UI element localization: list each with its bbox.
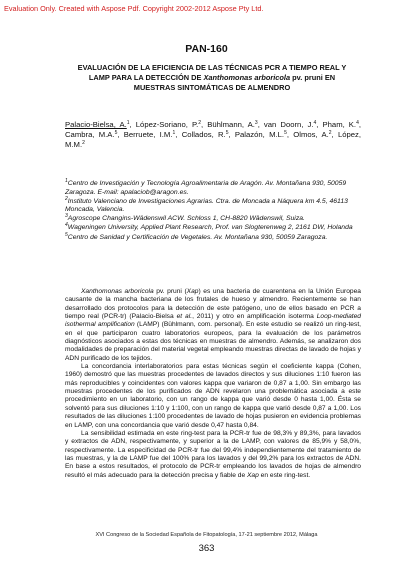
- species-italic: Xanthomonas arboricola: [81, 288, 154, 295]
- author-separator: ,: [129, 120, 136, 129]
- affiliation-item: [65, 180, 363, 197]
- author-affil-number: 5: [284, 130, 287, 137]
- affiliation-number: 4: [65, 222, 68, 229]
- author-separator: ,: [316, 120, 323, 129]
- author-name: Collados, R.: [181, 130, 226, 140]
- author-name: Berruete, I.M.: [123, 130, 173, 140]
- author-affil-number: 1: [126, 120, 130, 126]
- author-name: Pham, K.: [322, 120, 357, 129]
- technique-italic: Loop-mediated isothermal amplification: [65, 313, 361, 329]
- author-affil-number: 5: [225, 130, 229, 137]
- paragraph-text: , 2011) y otro en amplificación isoterma: [192, 313, 317, 321]
- species-abbrev-italic: Xap: [247, 471, 259, 479]
- author-list: [65, 120, 361, 151]
- author-name: López-Soriano, P.: [135, 120, 199, 129]
- author-name: López, M.M.: [65, 130, 362, 150]
- affiliation-number: 1: [65, 178, 68, 184]
- title-prefix: EVALUACIÓN DE LA EFICIENCIA DE LAS TÉCNICAS PCR A TIEMPO REAL Y LAMP PARA LA DETECCIÓN DE: [77, 63, 347, 83]
- author-affil-number: 2: [198, 120, 202, 126]
- affiliation-number: 3: [65, 213, 68, 220]
- author-affil-number: 1: [172, 130, 176, 137]
- author-affil-number: 3: [254, 120, 258, 126]
- author-separator: ,: [257, 120, 264, 129]
- paragraph-1: [65, 288, 361, 363]
- author-separator: ,: [331, 130, 338, 140]
- author-affil-number: 5: [114, 130, 118, 137]
- et-al-italic: et al.: [176, 313, 193, 321]
- affiliation-item: [65, 231, 363, 243]
- author-separator: ,: [201, 120, 208, 129]
- author-affil-number: 4: [356, 120, 359, 126]
- author-separator: ,: [358, 120, 361, 129]
- congress-footer: XVI Congreso de la Sociedad Española de Fitopatología, 17-21 septiembre 2012, Málaga: [95, 532, 318, 538]
- watermark-text: Evaluation Only. Created with Aspose Pdf. Copyright 2002-2012 Aspose Pty Ltd.: [4, 4, 264, 13]
- affiliation-text: Wageningen University, Applied Plant Research, Prof. van Slogterenweg 2, 2161 DW, Holanda: [67, 224, 353, 232]
- affiliation-text: Centro de Investigación y Tecnología Agroalimentaria de Aragón. Av. Montañana 930, 50059 Zaragoza. E-mail: apalaciob@aragon.es.: [65, 180, 347, 196]
- author-affil-number: 2: [82, 140, 85, 147]
- affiliation-text: Instituto Valenciano de Investigaciones Agrarias. Ctra. de Moncada a Náquera km 4.5, 46113 Moncada, Valencia.: [65, 197, 348, 214]
- author-separator: ,: [286, 130, 294, 140]
- author-name: Palazón, M.L.: [234, 130, 285, 140]
- author-separator: ,: [175, 130, 182, 140]
- author-name: van Doorn, J.: [263, 120, 314, 129]
- paper-title: [74, 63, 350, 94]
- author-affil-number: 2: [328, 130, 332, 137]
- paragraph-text: (LAMP) (Bühlmann, com. personal). En este estudio se realizó un ring-test, en el que participaron cuatro laboratorios europeos, para la evaluación de los parámetros diagnósticos asociados a estas dos técnicas en muestras de almendro. Además, se analizaron dos modalidades de preparación del material vegetal empleando muestras directas de lavado de hojas y ADN purificado de los tejidos.: [65, 321, 362, 362]
- title-suffix: pv. pruni EN MUESTRAS SINTOMÁTICAS DE ALMENDRO: [133, 73, 336, 93]
- author-name: Palacio-Bielsa, A.: [65, 120, 127, 129]
- author-name: Bühlmann, A.: [207, 120, 255, 129]
- affiliation-item: [65, 195, 363, 215]
- affiliation-item: [65, 215, 363, 224]
- author-name: Cambra, M.A.: [65, 130, 115, 140]
- affiliation-text: Centro de Sanidad y Certificación de Vegetales. Av. Montañana 930, 50059 Zaragoza.: [67, 233, 328, 241]
- affiliation-number: 2: [65, 195, 68, 202]
- author-name: Olmos, A.: [293, 130, 329, 140]
- author-separator: ,: [117, 130, 124, 140]
- paragraph-3: [65, 430, 361, 480]
- affiliation-text: Agroscope Changins-Wädenswil ACW. Schloss 1, CH-8820 Wädenswil, Suiza.: [67, 215, 305, 223]
- title-species: Xanthomonas arboricola: [203, 73, 291, 83]
- paper-code: PAN-160: [185, 43, 228, 55]
- paragraph-text: en este ring-test.: [258, 471, 311, 479]
- abstract-body: [65, 288, 361, 480]
- author-separator: ,: [228, 130, 235, 140]
- affiliation-number: 5: [65, 231, 68, 238]
- species-abbrev-italic: Xap: [186, 288, 199, 295]
- paragraph-2: La concordancia interlaboratorios para estas técnicas según el coeficiente kappa (Cohen, 1960) demostró que las muestras procedentes de lavados directos y sus diluciones 1:10 fueron las más reproducibles y coincidentes con valores kappa que variaron de 0,87 a 1,00. Sin embargo las muestras procedentes de los purificados de ADN revelaron una problemática asociada a este procedimiento en un laboratorio, con un rango de kappa que varió desde 0 hasta 1,00. Ésta se solventó para sus diluciones 1:10 y 1:100, con un rango de kappa que varió desde 0,87 a 1,00. Los resultados de las diluciones 1:100 procedentes de lavado de hojas pusieron en evidencia problemas en LAMP, con una concordancia que varió desde 0,47 hasta 0,84.: [65, 363, 361, 429]
- paragraph-text: La sensibilidad estimada en este ring-test para la PCR-tr fue de 98,3% y 89,3%, para lavados y extractos de ADN, respectivamente, y superior a la de LAMP, con valores de 85,9% y 58,0%, respectivamente. La especificidad de PCR-tr fue del 99,4% independientemente del tratamiento de las muestras, y la de LAMP fue del 100% para los lavados y del 99,2% para los extractos de ADN. En base a estos resultados, el protocolo de PCR-tr empleando los lavados de hojas de almendro resultó el más adecuado para la detección precisa y fiable de: [65, 429, 361, 479]
- affiliation-list: [65, 180, 363, 243]
- author-affil-number: 4: [313, 120, 317, 126]
- paragraph-text: pv. pruni (: [153, 288, 187, 295]
- affiliation-item: [65, 224, 363, 233]
- page-number: 363: [198, 543, 215, 554]
- paragraph-text: ) es una bacteria de cuarentena en la Unión Europea causante de la mancha bacteriana de los frutales de hueso y almendro. Recientemente se han desarrollado dos protocolos para la detección de este patógeno, uno de ellos basado en PCR a tiempo real (PCR-tr) (Palacio-Bielsa: [65, 288, 361, 321]
